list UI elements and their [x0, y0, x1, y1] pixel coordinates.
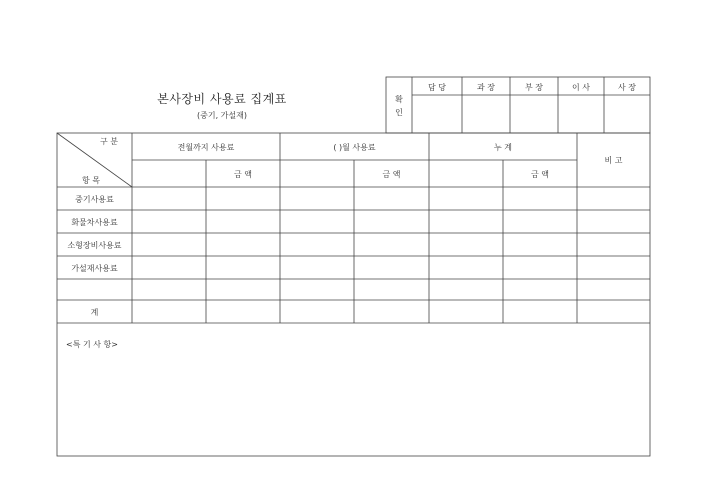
subheader-amount: 금 액	[382, 170, 401, 179]
approval-label-top: 확	[395, 95, 403, 104]
header-cumulative: 누 계	[494, 143, 512, 152]
subheader-amount: 금 액	[531, 170, 549, 179]
document-title: 본사장비 사용료 집계표	[157, 92, 287, 106]
corner-label-item: 항 목	[82, 176, 100, 185]
approval-role: 담 당	[428, 83, 446, 92]
row-label-total: 계	[90, 308, 99, 317]
special-notes-label: <특 기 사 항>	[66, 340, 118, 349]
corner-label-category: 구 분	[100, 137, 118, 146]
approval-role: 과 장	[477, 83, 495, 92]
approval-role: 부 장	[525, 83, 543, 92]
row-label-small-equipment: 소형장비사용료	[67, 241, 122, 250]
row-label-truck: 화물차사용료	[71, 218, 118, 227]
row-label-heavy-equipment: 중기사용료	[75, 195, 114, 204]
header-current-month: ( )월 사용료	[333, 143, 376, 152]
approval-label-bottom: 인	[395, 108, 403, 117]
header-previous-months: 전월까지 사용료	[177, 143, 235, 152]
approval-role: 이 사	[572, 83, 590, 92]
document-subtitle: (중기, 가설재)	[197, 111, 247, 120]
header-remarks: 비 고	[604, 156, 623, 165]
approval-role: 사 장	[618, 83, 636, 92]
main-table-border	[57, 133, 650, 456]
subheader-amount: 금 액	[234, 170, 252, 179]
row-label-temporary-materials: 가설재사용료	[71, 264, 118, 273]
